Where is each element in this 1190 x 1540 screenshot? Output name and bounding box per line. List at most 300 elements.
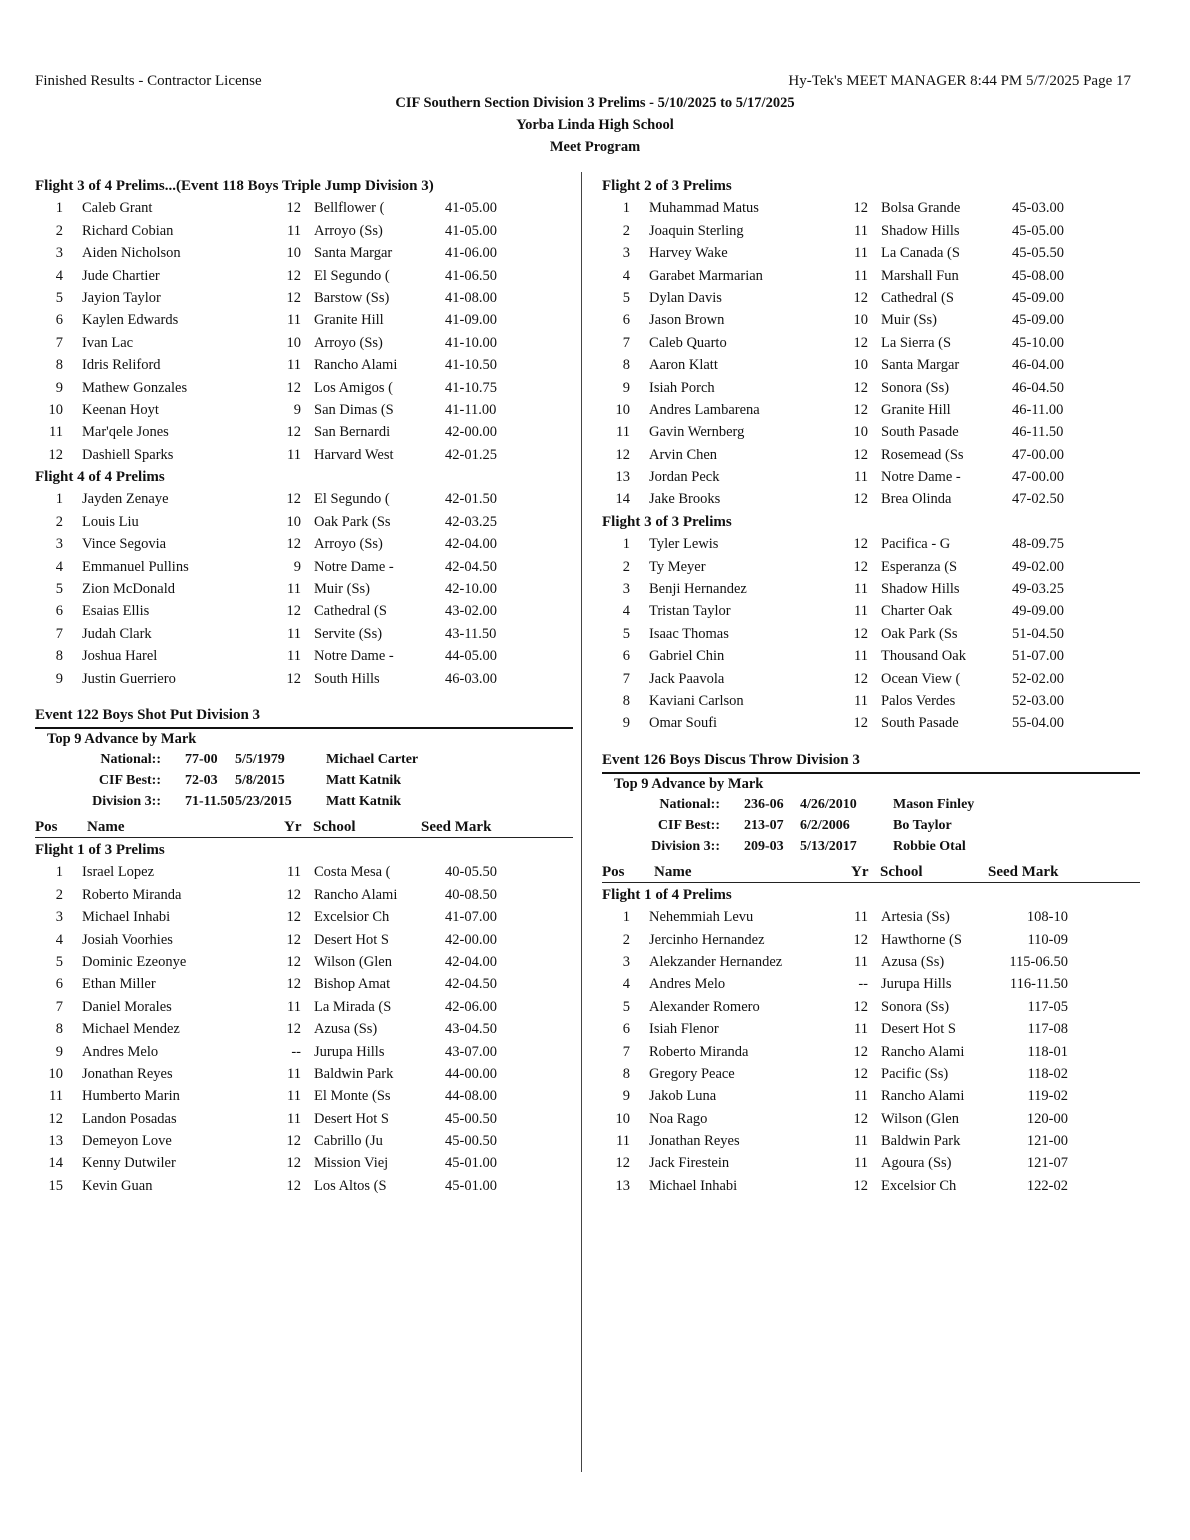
athlete-year: 12 [286,1155,301,1172]
school-name: Los Altos (S [314,1177,387,1194]
athlete-name: Aaron Klatt [649,357,718,374]
seed-mark: 120-00 [1026,1110,1068,1127]
athlete-name: Joaquin Sterling [649,222,744,239]
result-position: 1 [622,909,630,926]
result-position: 13 [48,1133,63,1150]
seed-mark: 41-10.50 [445,357,497,374]
result-row [35,445,573,467]
result-row [602,907,1140,929]
school-name: Harvard West [314,446,394,463]
results-list [35,198,573,467]
athlete-year: -- [858,976,868,993]
athlete-year: 12 [286,536,301,553]
result-position: 4 [55,267,63,284]
result-row [35,952,573,974]
athlete-year: 12 [286,424,301,441]
athlete-year: 12 [853,931,868,948]
school-name: Oak Park (Ss [314,513,391,530]
seed-mark: 42-01.25 [445,446,497,463]
result-row [35,1131,573,1153]
result-position: 5 [622,625,630,642]
school-name: Bellflower ( [314,200,385,217]
col-pos-header: Pos [602,863,625,880]
result-row [602,579,1140,601]
result-row [35,557,573,579]
athlete-name: Andres Lambarena [649,401,760,418]
event-title: Event 122 Boys Shot Put Division 3 [35,705,573,729]
result-position: 6 [55,976,63,993]
athlete-name: Judah Clark [82,625,152,642]
athlete-name: Jayion Taylor [82,289,161,306]
result-row [35,930,573,952]
seed-mark: 117-08 [1027,1021,1068,1038]
school-name: Wilson (Glen [314,953,392,970]
athlete-name: Omar Soufi [649,715,718,732]
school-name: Pacific (Ss) [881,1065,949,1082]
athlete-year: 11 [287,312,301,329]
seed-mark: 42-06.00 [445,998,497,1015]
athlete-name: Gavin Wernberg [649,424,745,441]
athlete-name: Jude Chartier [82,267,160,284]
record-holder: Matt Katnik [326,772,402,788]
result-position: 12 [615,446,630,463]
result-row [35,422,573,444]
athlete-year: 12 [853,446,868,463]
result-row [35,310,573,332]
athlete-year: 11 [854,469,868,486]
athlete-name: Daniel Morales [82,998,172,1015]
school-name: Granite Hill [881,401,951,418]
school-name: Cathedral (S [881,289,954,306]
seed-mark: 119-02 [1027,1088,1068,1105]
col-yr-header: Yr [851,863,869,880]
result-row [35,907,573,929]
result-position: 9 [622,379,630,396]
result-position: 5 [622,289,630,306]
result-position: 1 [622,536,630,553]
record-date: 5/8/2015 [235,772,285,788]
record-date: 5/5/1979 [235,751,285,767]
school-name: Cathedral (S [314,603,387,620]
result-row [35,1176,573,1198]
record-date: 4/26/2010 [800,796,857,812]
athlete-name: Justin Guerriero [82,670,176,687]
result-row [35,646,573,668]
school-name: La Canada (S [881,245,960,262]
col-school-header: School [880,863,923,880]
record-date: 5/13/2017 [800,838,857,854]
record-label: CIF Best:: [98,772,161,788]
result-position: 5 [55,581,63,598]
result-position: 3 [55,536,63,553]
record-label: National:: [100,751,161,767]
school-name: Rancho Alami [314,886,398,903]
athlete-name: Andres Melo [649,976,726,993]
col-school-header: School [313,818,356,835]
result-position: 3 [622,953,630,970]
seed-mark: 45-08.00 [1012,267,1064,284]
result-row [35,1153,573,1175]
seed-mark: 42-04.50 [445,976,497,993]
result-row [35,974,573,996]
seed-mark: 117-05 [1027,998,1068,1015]
result-row [602,243,1140,265]
result-row [35,243,573,265]
athlete-name: Tyler Lewis [649,536,719,553]
athlete-year: 11 [287,864,301,881]
seed-mark: 40-05.50 [445,864,497,881]
athlete-name: Roberto Miranda [649,1043,749,1060]
result-position: 8 [622,357,630,374]
school-name: Sonora (Ss) [881,998,950,1015]
record-mark: 236-06 [744,796,784,812]
athlete-year: 12 [853,1177,868,1194]
result-position: 1 [55,864,63,881]
result-position: 11 [616,1133,630,1150]
school-name: Hawthorne (S [881,931,962,948]
athlete-year: -- [291,1043,301,1060]
record-mark: 71-11.50 [185,793,235,809]
athlete-year: 12 [286,976,301,993]
advance-rule: Top 9 Advance by Mark [47,730,197,747]
result-row [35,601,573,623]
result-position: 4 [622,976,630,993]
athlete-year: 12 [853,1110,868,1127]
result-row [35,489,573,511]
athlete-name: Idris Reliford [82,357,161,374]
athlete-name: Zion McDonald [82,581,176,598]
athlete-name: Esaias Ellis [82,603,150,620]
athlete-year: 12 [853,625,868,642]
result-position: 3 [622,245,630,262]
col-pos-header: Pos [35,818,58,835]
athlete-year: 11 [287,357,301,374]
school-name: Notre Dame - [881,469,961,486]
record-holder: Matt Katnik [326,793,402,809]
athlete-year: 10 [853,312,868,329]
result-row [35,1109,573,1131]
athlete-name: Benji Hernandez [649,581,747,598]
result-row [602,997,1140,1019]
athlete-year: 12 [853,558,868,575]
result-row [602,646,1140,668]
athlete-name: Jakob Luna [649,1088,717,1105]
seed-mark: 45-01.00 [445,1155,497,1172]
athlete-name: Garabet Marmarian [649,267,763,284]
seed-mark: 46-11.50 [1012,424,1064,441]
col-mark-header: Seed Mark [988,863,1059,880]
result-position: 12 [48,1110,63,1127]
school-name: Shadow Hills [881,222,960,239]
school-name: Arroyo (Ss) [314,536,383,553]
school-name: Rancho Alami [314,357,398,374]
athlete-name: Muhammad Matus [649,200,759,217]
result-position: 6 [622,1021,630,1038]
school-name: Thousand Oak [881,648,966,665]
athlete-name: Nehemmiah Levu [649,909,754,926]
col-mark-header: Seed Mark [421,818,492,835]
athlete-year: 11 [287,446,301,463]
meet-program-label: Meet Program [549,139,641,155]
seed-mark: 41-11.00 [445,401,497,418]
school-name: Excelsior Ch [881,1177,957,1194]
athlete-year: 11 [854,603,868,620]
flight-heading: Flight 2 of 3 Prelims [602,178,732,194]
athlete-name: Jack Paavola [649,670,725,687]
school-name: Arroyo (Ss) [314,334,383,351]
school-name: Baldwin Park [881,1133,961,1150]
result-position: 8 [55,648,63,665]
result-position: 12 [48,446,63,463]
result-position: 3 [622,581,630,598]
flight-heading: Flight 1 of 3 Prelims [35,841,165,858]
athlete-name: Caleb Quarto [649,334,727,351]
result-position: 15 [48,1177,63,1194]
school-name: Baldwin Park [314,1065,394,1082]
seed-mark: 121-07 [1026,1155,1068,1172]
school-name: Santa Margar [314,245,393,262]
seed-mark: 52-03.00 [1012,692,1064,709]
col-name-header: Name [87,818,125,835]
result-position: 8 [55,1021,63,1038]
result-row [35,378,573,400]
record-label: National:: [659,796,720,812]
seed-mark: 41-07.00 [445,909,497,926]
result-row [35,1019,573,1041]
result-position: 1 [622,200,630,217]
record-mark: 72-03 [185,772,218,788]
seed-mark: 42-10.00 [445,581,497,598]
record-row [602,795,1140,816]
seed-mark: 45-09.00 [1012,312,1064,329]
school-name: Wilson (Glen [881,1110,959,1127]
seed-mark: 116-11.50 [1009,976,1068,993]
athlete-year: 11 [854,1133,868,1150]
record-holder: Robbie Otal [893,838,966,854]
result-position: 9 [55,1043,63,1060]
athlete-name: Ethan Miller [82,976,156,993]
school-name: Shadow Hills [881,581,960,598]
athlete-year: 11 [287,1110,301,1127]
seed-mark: 46-11.00 [1012,401,1064,418]
athlete-year: 12 [286,670,301,687]
seed-mark: 45-00.50 [445,1110,497,1127]
athlete-year: 11 [287,625,301,642]
athlete-name: Mathew Gonzales [82,379,188,396]
athlete-name: Demeyon Love [82,1133,172,1150]
seed-mark: 45-05.50 [1012,245,1064,262]
result-row [602,1153,1140,1175]
result-row [602,221,1140,243]
school-name: Jurupa Hills [314,1043,385,1060]
result-row [602,952,1140,974]
athlete-year: 11 [287,1088,301,1105]
result-row [35,1042,573,1064]
record-mark: 77-00 [185,751,218,767]
result-row [35,997,573,1019]
school-name: La Mirada (S [314,998,392,1015]
athlete-year: 12 [286,200,301,217]
athlete-name: Kaviani Carlson [649,692,744,709]
result-row [602,198,1140,220]
record-label: Division 3:: [92,793,161,809]
school-name: Oak Park (Ss [881,625,958,642]
school-name: Rancho Alami [881,1088,965,1105]
school-name: Azusa (Ss) [314,1021,378,1038]
seed-mark: 45-01.00 [445,1177,497,1194]
record-label: CIF Best:: [657,817,720,833]
athlete-year: 12 [286,267,301,284]
result-position: 8 [622,692,630,709]
result-row [35,534,573,556]
result-row [35,512,573,534]
result-position: 3 [55,909,63,926]
seed-mark: 44-00.00 [445,1065,497,1082]
seed-mark: 41-08.00 [445,289,497,306]
result-row [35,1064,573,1086]
result-row [35,198,573,220]
result-row [602,445,1140,467]
record-row [35,771,573,792]
athlete-name: Louis Liu [82,513,139,530]
result-row [602,930,1140,952]
seed-mark: 41-10.00 [445,334,497,351]
school-name: Arroyo (Ss) [314,222,383,239]
result-row [35,266,573,288]
athlete-year: 12 [853,200,868,217]
athlete-year: 12 [853,334,868,351]
result-row [35,400,573,422]
result-row [602,1064,1140,1086]
athlete-name: Michael Inhabi [82,909,171,926]
seed-mark: 55-04.00 [1012,715,1064,732]
seed-mark: 115-06.50 [1009,953,1068,970]
result-row [35,579,573,601]
school-name: Muir (Ss) [314,581,370,598]
record-row [602,837,1140,858]
school-name: Santa Margar [881,357,960,374]
record-row [35,792,573,813]
school-name: South Pasade [881,424,959,441]
result-row [602,601,1140,623]
record-mark: 213-07 [744,817,784,833]
athlete-name: Caleb Grant [82,200,153,217]
seed-mark: 41-05.00 [445,200,497,217]
seed-mark: 110-09 [1027,931,1068,948]
school-name: San Dimas (S [314,401,394,418]
result-row [602,378,1140,400]
result-row [602,624,1140,646]
athlete-year: 11 [854,953,868,970]
seed-mark: 41-05.00 [445,222,497,239]
records-list [602,795,1140,858]
record-date: 5/23/2015 [235,793,292,809]
seed-mark: 43-02.00 [445,603,497,620]
result-position: 8 [55,357,63,374]
result-row [602,355,1140,377]
result-row [602,1086,1140,1108]
header-right-text: Hy-Tek's MEET MANAGER 8:44 PM 5/7/2025 Page 17 [788,73,1131,89]
athlete-name: Vince Segovia [82,536,167,553]
athlete-name: Kenny Dutwiler [82,1155,176,1172]
athlete-name: Jayden Zenaye [82,491,169,508]
seed-mark: 45-00.50 [445,1133,497,1150]
results-list [602,198,1140,511]
athlete-year: 10 [853,424,868,441]
result-position: 10 [615,401,630,418]
athlete-name: Jercinho Hernandez [649,931,765,948]
athlete-name: Harvey Wake [649,245,728,262]
result-position: 6 [55,603,63,620]
record-date: 6/2/2006 [800,817,850,833]
athlete-year: 12 [286,1133,301,1150]
result-position: 1 [55,491,63,508]
athlete-year: 11 [287,998,301,1015]
result-row [602,1042,1140,1064]
school-name: Granite Hill [314,312,384,329]
athlete-name: Kaylen Edwards [82,312,179,329]
seed-mark: 42-00.00 [445,424,497,441]
seed-mark: 49-03.25 [1012,581,1064,598]
meet-title: CIF Southern Section Division 3 Prelims - 5/10/2025 to 5/17/2025 [395,95,795,111]
school-name: Rancho Alami [881,1043,965,1060]
seed-mark: 121-00 [1026,1133,1068,1150]
athlete-name: Ty Meyer [649,558,706,575]
school-name: Palos Verdes [881,692,956,709]
result-row [602,557,1140,579]
school-name: Jurupa Hills [881,976,952,993]
athlete-name: Isiah Flenor [649,1021,719,1038]
flight-heading: Flight 4 of 4 Prelims [35,469,165,486]
school-name: El Monte (Ss [314,1088,391,1105]
result-position: 6 [55,312,63,329]
seed-mark: 44-05.00 [445,648,497,665]
result-position: 7 [622,1043,630,1060]
result-position: 4 [55,558,63,575]
seed-mark: 42-00.00 [445,931,497,948]
meet-venue: Yorba Linda High School [516,117,674,133]
flight-heading: Flight 3 of 3 Prelims [602,513,732,530]
school-name: Barstow (Ss) [314,289,390,306]
athlete-name: Michael Inhabi [649,1177,738,1194]
athlete-year: 9 [293,558,301,575]
result-row [35,355,573,377]
athlete-year: 11 [854,267,868,284]
result-position: 9 [622,1088,630,1105]
result-row [35,669,573,691]
athlete-year: 11 [287,581,301,598]
athlete-year: 11 [854,648,868,665]
athlete-year: 12 [853,715,868,732]
seed-mark: 45-05.00 [1012,222,1064,239]
seed-mark: 43-07.00 [445,1043,497,1060]
result-position: 12 [615,1155,630,1172]
athlete-year: 12 [853,670,868,687]
seed-mark: 118-02 [1027,1065,1068,1082]
athlete-name: Jonathan Reyes [649,1133,740,1150]
athlete-year: 12 [286,1021,301,1038]
athlete-year: 12 [286,1177,301,1194]
seed-mark: 118-01 [1027,1043,1068,1060]
result-position: 2 [55,886,63,903]
result-position: 2 [622,558,630,575]
athlete-name: Andres Melo [82,1043,159,1060]
school-name: Artesia (Ss) [881,909,950,926]
seed-mark: 40-08.50 [445,886,497,903]
result-position: 6 [622,312,630,329]
athlete-year: 12 [286,909,301,926]
event-title: Event 126 Boys Discus Throw Division 3 [602,750,1140,774]
